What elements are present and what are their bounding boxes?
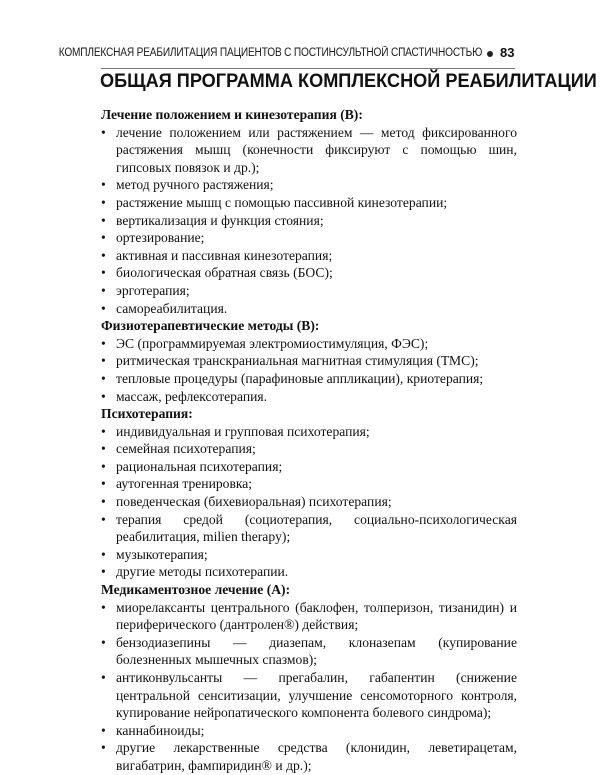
list-item-text: другие методы психотерапии. [116, 564, 289, 580]
page-number: 83 [500, 45, 515, 60]
bullet-marker: • [101, 564, 106, 580]
list-item-text: лечение положением или растяжением — метод фиксированного растяжения мышц (конечности фиксируют с помощью шин, гипсовых повязок и др.); [116, 124, 517, 175]
list-item [101, 669, 517, 722]
bullet-marker: • [101, 458, 106, 474]
bullet-marker: • [101, 388, 106, 404]
list-item [101, 335, 517, 353]
list-item-text: бензодиазепины — диазепам, клоназепам (купирование болезненных мышечных спазмов); [116, 634, 517, 668]
list-item [101, 475, 517, 493]
list-item [101, 493, 517, 511]
list-item [101, 247, 517, 265]
page-title: ОБЩАЯ ПРОГРАММА КОМПЛЕКСНОЙ РЕАБИЛИТАЦИИ [100, 70, 597, 92]
running-title: КОМПЛЕКСНАЯ РЕАБИЛИТАЦИЯ ПАЦИЕНТОВ С ПОСТИНСУЛЬТНОЙ СПАСТИЧНОСТЬЮ [58, 47, 482, 59]
bullet-marker: • [101, 230, 106, 246]
body-text [101, 106, 517, 775]
bullet-marker: • [101, 265, 106, 281]
bullet-marker: • [101, 300, 106, 316]
list-item [101, 440, 517, 458]
list-item-text: рациональная психотерапия; [116, 458, 283, 474]
list-item [101, 634, 517, 669]
bullet-marker: • [101, 599, 106, 615]
list-item-text: другие лекарственные средства (клонидин, леветирацетам, вигабатрин, фампиридин® и др.); [116, 740, 517, 773]
list-item [101, 370, 517, 388]
list-item-text: антиконвульсанты — прегабалин, габапентин (снижение центральной сенситизации, улучшение сенсомоторного контроля, купирование нейропатического компонента болевого синдрома); [116, 670, 517, 721]
list-item [101, 739, 517, 774]
list-item [101, 423, 517, 441]
bullet-marker: • [101, 247, 106, 263]
bullet-marker: • [101, 494, 106, 510]
section-heading: Медикаментозное лечение (А): [101, 582, 291, 598]
header-bullet-dot [487, 51, 493, 57]
list-item-text: аутогенная тренировка; [116, 476, 253, 492]
list-item [101, 194, 517, 212]
list-item-text: эрготерапия; [116, 282, 190, 298]
bullet-marker: • [101, 177, 106, 193]
list-item [101, 546, 517, 564]
section-psychotherapy [101, 405, 517, 581]
header-rule [101, 68, 515, 69]
list-item-text: музыкотерапия; [116, 546, 208, 562]
list-item-text: самореабилитация. [116, 300, 228, 316]
list-item-text: биологическая обратная связь (БОС); [116, 265, 333, 281]
list-item [101, 212, 517, 230]
list-item-text: индивидуальная и групповая психотерапия; [116, 423, 370, 439]
list-item-text: метод ручного растяжения; [116, 177, 274, 193]
section-positioning-kinesiotherapy [101, 106, 517, 317]
list-item-text: миорелаксанты центрального (баклофен, толперизон, тизанидин) и периферического (дантролен®) действия; [116, 599, 517, 633]
bullet-list [101, 335, 517, 405]
list-item-text: тепловые процедуры (парафиновые аппликации), криотерапия; [116, 370, 484, 386]
bullet-marker: • [101, 194, 106, 210]
list-item-text: растяжение мышц с помощью пассивной кинезотерапии; [116, 194, 448, 210]
bullet-list [101, 124, 517, 318]
bullet-marker: • [101, 511, 106, 527]
list-item [101, 599, 517, 634]
list-item [101, 176, 517, 194]
bullet-list [101, 423, 517, 581]
bullet-marker: • [101, 476, 106, 492]
bullet-marker: • [101, 441, 106, 457]
bullet-marker: • [101, 722, 106, 738]
bullet-marker: • [101, 212, 106, 228]
list-item-text: ЭС (программируемая электромиостимуляция, ФЭС); [116, 335, 429, 351]
bullet-marker: • [101, 740, 106, 756]
list-item-text: активная и пассивная кинезотерапия; [116, 247, 333, 263]
running-header [0, 44, 600, 66]
list-item [101, 282, 517, 300]
list-item-text: семейная психотерапия; [116, 441, 256, 457]
list-item [101, 124, 517, 177]
list-item [101, 563, 517, 581]
bullet-marker: • [101, 282, 106, 298]
section-heading: Лечение положением и кинезотерапия (В): [101, 107, 363, 122]
list-item-text: каннабиноиды; [116, 722, 205, 738]
bullet-marker: • [101, 353, 106, 369]
list-item [101, 229, 517, 247]
list-item [101, 264, 517, 282]
list-item-text: ортезирование; [116, 230, 205, 246]
bullet-marker: • [101, 670, 106, 685]
list-item [101, 300, 517, 318]
bullet-marker: • [101, 370, 106, 386]
bullet-marker: • [101, 335, 106, 351]
list-item [101, 458, 517, 476]
list-item-text: поведенческая (бихевиоральная) психотерапия; [116, 494, 392, 510]
bullet-marker: • [101, 124, 106, 140]
section-medication [101, 581, 517, 775]
list-item-text: вертикализация и функция стояния; [116, 212, 324, 228]
bullet-marker: • [101, 546, 106, 562]
section-physiotherapy [101, 317, 517, 405]
bullet-marker: • [101, 423, 106, 439]
list-item-text: массаж, рефлексотерапия. [116, 388, 268, 404]
list-item [101, 511, 517, 546]
section-heading: Психотерапия: [101, 406, 193, 422]
list-item [101, 722, 517, 740]
section-heading: Физиотерапевтические методы (В): [101, 318, 320, 334]
list-item-text: терапия средой (социотерапия, социально-психологическая реабилитация, milien therapy); [116, 511, 517, 545]
bullet-marker: • [101, 634, 106, 650]
list-item-text: ритмическая транскраниальная магнитная стимуляция (ТМС); [116, 353, 479, 369]
bullet-list [101, 599, 517, 775]
list-item [101, 352, 517, 370]
list-item [101, 388, 517, 406]
